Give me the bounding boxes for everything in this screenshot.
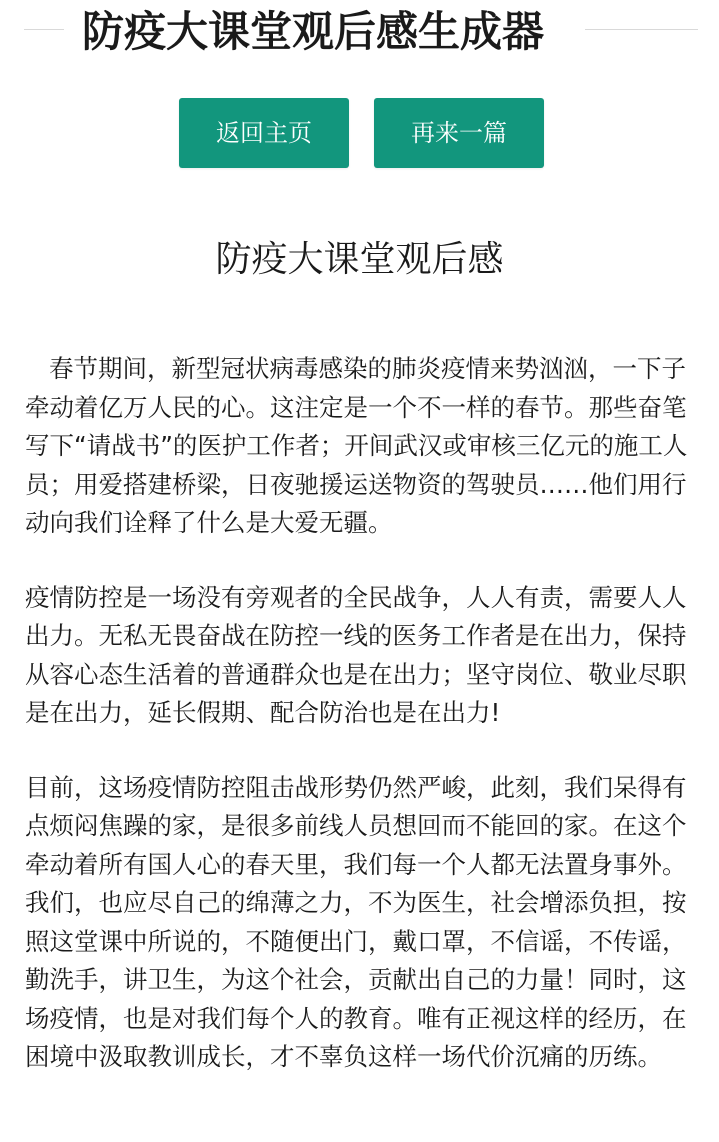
generate-again-button[interactable]: 再来一篇 bbox=[374, 98, 544, 168]
article-paragraph: 疫情防控是一场没有旁观者的全民战争，人人有责，需要人人出力。无私无畏奋战在防控一线的医务工作者是在出力，保持从容心态生活着的普通群众也是在出力；坚守岗位、敬业尽职是在出力，延长假期、配合防治也是在出力! bbox=[25, 582, 687, 727]
article-paragraph: 春节期间，新型冠状病毒感染的肺炎疫情来势汹汹，一下子牵动着亿万人民的心。这注定是一个不一样的春节。那些奋笔写下“请战书”的医护工作者；开间武汉或审核三亿元的施工人员；用爱搭建桥梁，日夜驰援运送物资的驾驶员……他们用行动向我们诠释了什么是大爱无疆。 bbox=[25, 354, 688, 537]
article-body bbox=[25, 350, 697, 1113]
article-title: 防疫大课堂观后感 bbox=[215, 239, 504, 280]
page-title: 防疫大课堂观后感生成器 bbox=[82, 7, 545, 56]
header-divider-left bbox=[24, 29, 64, 30]
back-to-home-button[interactable]: 返回主页 bbox=[179, 98, 349, 168]
article-paragraph: 目前，这场疫情防控阻击战形势仍然严峻，此刻，我们呆得有点烦闷焦躁的家，是很多前线人员想回而不能回的家。在这个牵动着所有国人心的春天里，我们每一个人都无法置身事外。我们，也应尽自己的绵薄之力，不为医生，社会增添负担，按照这堂课中所说的，不随便出门，戴口罩，不信谣，不传谣，勤洗手，讲卫生，为这个社会，贡献出自己的力量！同时，这场疫情，也是对我们每个人的教育。唯有正视这样的经历，在困境中汲取教训成长，才不辜负这样一场代价沉痛的历练。 bbox=[25, 772, 687, 1071]
header-divider-right bbox=[585, 29, 698, 30]
site-header bbox=[0, 0, 719, 64]
